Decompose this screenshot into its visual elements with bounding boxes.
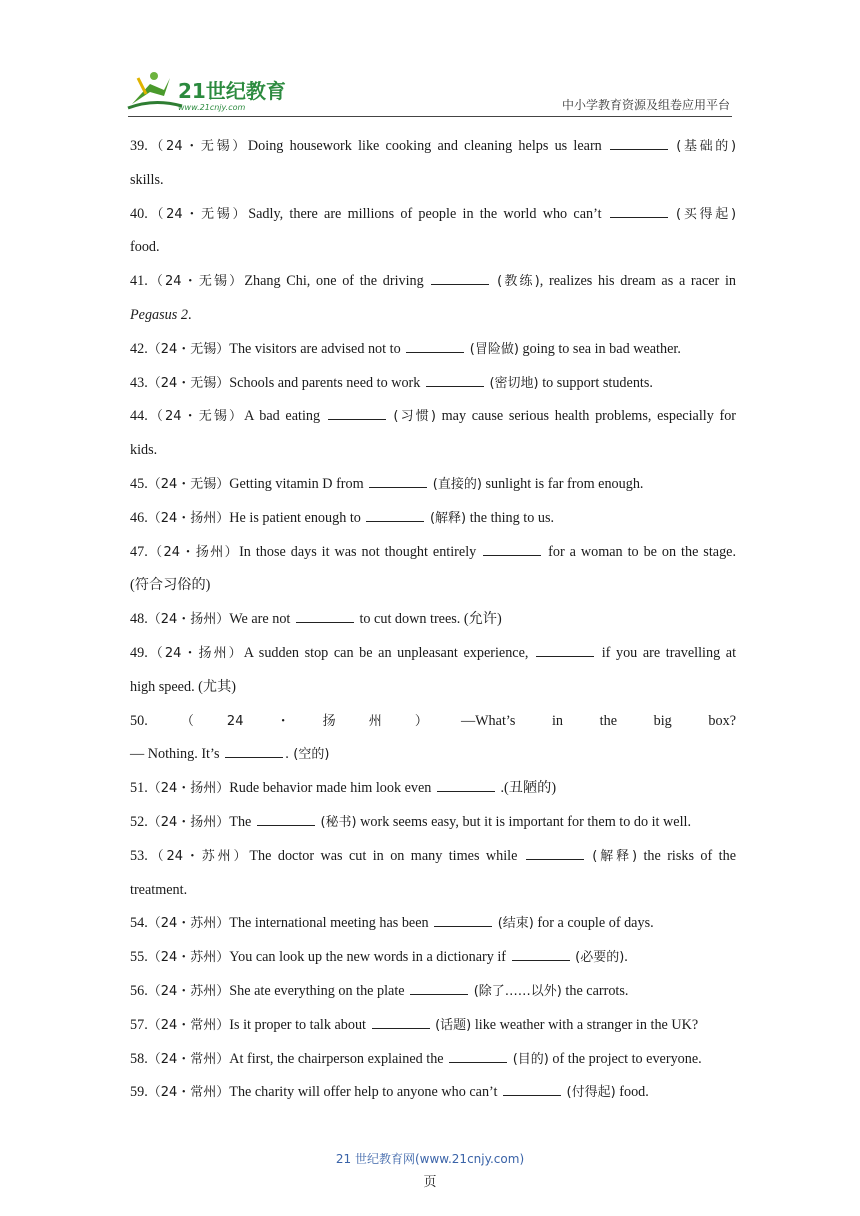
question-text-after: , realizes his dream as a racer in — [539, 273, 737, 290]
question-text: treatment. — [130, 881, 188, 898]
question-continuation — [130, 671, 736, 705]
logo-url: www.21cnjy.com — [178, 103, 246, 112]
question-line — [130, 367, 736, 401]
question-line — [130, 1009, 736, 1043]
question-continuation — [130, 164, 736, 198]
question-text-after: for a woman to be on the stage. — [548, 543, 737, 560]
question-line — [130, 468, 736, 502]
question-text-after: if you are travelling at — [601, 644, 737, 661]
word-hint: (结束) — [497, 916, 534, 932]
question-source: （24・无锡） — [147, 375, 230, 391]
question-number: 52. — [130, 813, 148, 830]
answer-blank[interactable] — [296, 610, 354, 623]
question-source: （24・无锡） — [147, 341, 230, 357]
question-text-after: food. — [619, 1084, 649, 1101]
page-footer — [0, 1150, 860, 1190]
question-source: （24・无锡） — [147, 476, 230, 492]
question-number: 50. — [130, 712, 148, 729]
question-line — [130, 198, 736, 232]
question-text: Sadly, there are millions of people in the world who can’t — [248, 205, 602, 222]
question-continuation — [130, 569, 736, 603]
question-source: （24・无锡） — [147, 409, 245, 425]
movie-title: Pegasus 2 — [130, 306, 188, 323]
question-text: (符合习俗的) — [130, 577, 211, 594]
question-number: 39. — [130, 138, 148, 154]
question-source: （24・苏州） — [147, 916, 230, 932]
question-text: Schools and parents need to work — [229, 374, 421, 391]
question-line — [130, 840, 736, 874]
question-text: high speed. (尤其) — [130, 678, 236, 695]
answer-blank[interactable] — [406, 340, 464, 353]
question-continuation — [130, 299, 736, 333]
question-source: （24・扬州） — [147, 510, 230, 526]
word-hint: (秘书) — [320, 814, 357, 830]
question-continuation — [130, 434, 736, 468]
question-number: 47. — [130, 543, 148, 560]
question-text: Getting vitamin D from — [229, 475, 364, 492]
question-line — [130, 705, 736, 739]
answer-blank[interactable] — [434, 914, 492, 927]
answer-blank[interactable] — [610, 137, 668, 150]
question-number: 58. — [130, 1050, 148, 1067]
question-number: 45. — [130, 475, 148, 492]
question-text-after: like weather with a stranger in the UK? — [474, 1016, 699, 1033]
question-source: （24・常州） — [147, 1085, 230, 1101]
word-hint: (话题) — [435, 1017, 472, 1033]
answer-blank[interactable] — [372, 1016, 430, 1029]
question-text: You can look up the new words in a dictionary if — [229, 949, 507, 966]
question-continuation — [130, 874, 736, 908]
question-source: （24・无锡） — [147, 139, 248, 154]
answer-blank[interactable] — [536, 644, 594, 657]
question-number: 44. — [130, 408, 148, 425]
answer-blank[interactable] — [410, 982, 468, 995]
question-number: 53. — [130, 847, 148, 864]
question-number: 40. — [130, 205, 148, 222]
question-text: The international meeting has been — [229, 915, 429, 932]
question-number: 59. — [130, 1084, 148, 1101]
question-line — [130, 502, 736, 536]
question-line — [130, 603, 736, 637]
question-text: At first, the chairperson explained the — [229, 1050, 444, 1067]
question-text: . — [187, 306, 192, 323]
question-line — [130, 400, 736, 434]
question-line — [130, 907, 736, 941]
question-number: 49. — [130, 644, 148, 661]
question-line — [130, 130, 736, 164]
header-rule — [128, 116, 732, 117]
answer-blank[interactable] — [437, 779, 495, 792]
question-line — [130, 975, 736, 1009]
question-source: （24・苏州） — [147, 950, 230, 966]
answer-blank[interactable] — [526, 847, 584, 860]
question-number: 48. — [130, 611, 148, 628]
answer-blank[interactable] — [426, 374, 484, 387]
question-number: 51. — [130, 780, 148, 797]
question-text: Is it proper to talk about — [229, 1016, 367, 1033]
question-text-after: for a couple of days. — [537, 915, 654, 932]
question-text: The charity will offer help to anyone who can’t — [229, 1084, 498, 1101]
question-text: Doing housework like cooking and cleaning helps us learn — [247, 138, 602, 154]
question-number: 42. — [130, 340, 148, 357]
answer-blank[interactable] — [431, 272, 489, 285]
question-text-after: work seems easy, but it is important for them to do it well. — [360, 813, 691, 830]
question-line — [130, 637, 736, 671]
word-hint: (解释) — [429, 510, 467, 526]
question-source: （24・苏州） — [147, 848, 250, 864]
answer-blank[interactable] — [366, 509, 424, 522]
answer-blank[interactable] — [503, 1083, 561, 1096]
question-number: 46. — [130, 509, 148, 526]
answer-blank[interactable] — [610, 205, 668, 218]
word-hint: (密切地) — [489, 375, 539, 391]
question-text-after: of the project to everyone. — [552, 1050, 702, 1067]
word-hint: (直接的) — [432, 476, 482, 492]
question-source: （24・扬州） — [147, 612, 230, 628]
answer-blank[interactable] — [225, 745, 283, 758]
question-text-after: the carrots. — [565, 982, 629, 999]
question-source: （24・扬州） — [147, 814, 230, 830]
answer-blank[interactable] — [512, 948, 570, 961]
question-text: Rude behavior made him look even — [229, 780, 432, 797]
question-line — [130, 265, 736, 299]
answer-blank[interactable] — [449, 1050, 507, 1063]
question-line — [130, 772, 736, 806]
question-text: skills. — [130, 171, 164, 188]
question-list — [130, 130, 736, 1110]
word-hint: (目的) — [512, 1051, 549, 1067]
word-hint: (付得起) — [566, 1085, 616, 1101]
word-hint: (冒险做) — [469, 341, 519, 357]
question-text: In those days it was not thought entirely — [239, 543, 477, 560]
question-source: （24・扬州） — [147, 645, 244, 661]
question-text-after: the thing to us. — [469, 509, 555, 526]
21cnjy-logo — [124, 68, 294, 114]
answer-blank[interactable] — [369, 475, 427, 488]
footer-page: 页 — [423, 1175, 437, 1190]
question-source: （24・扬州） — [147, 544, 240, 560]
question-number: 43. — [130, 374, 148, 391]
question-line — [130, 333, 736, 367]
question-continuation — [130, 231, 736, 265]
question-text-after: the risks of the — [643, 847, 736, 864]
question-text: A bad eating — [244, 408, 321, 425]
answer-blank[interactable] — [483, 543, 541, 556]
question-text: A sudden stop can be an unpleasant experience, — [243, 644, 529, 661]
question-text: The — [229, 813, 252, 830]
platform-name: 中小学教育资源及组卷应用平台 — [561, 98, 730, 112]
question-text-after: to support students. — [542, 374, 653, 391]
answer-blank[interactable] — [257, 813, 315, 826]
logo-text: 21世纪教育 — [178, 79, 286, 103]
question-source: （24・扬州） — [147, 713, 461, 729]
page-header — [0, 0, 860, 120]
question-text-after: . — [624, 949, 628, 966]
question-source: （24・常州） — [147, 1051, 230, 1067]
question-line — [130, 806, 736, 840]
question-text: The doctor was cut in on many times while — [249, 847, 518, 864]
question-text-after: to cut down trees. (允许) — [359, 611, 502, 628]
question-text-after: going to sea in bad weather. — [522, 340, 681, 357]
question-line — [130, 941, 736, 975]
question-source: （24・扬州） — [147, 781, 230, 797]
question-text: The visitors are advised not to — [229, 340, 401, 357]
question-number: 56. — [130, 982, 148, 999]
question-text-after: may cause serious health problems, especially for — [441, 408, 737, 425]
question-number: 54. — [130, 915, 148, 932]
question-number: 55. — [130, 949, 148, 966]
question-source: （24・无锡） — [147, 206, 249, 222]
question-text: kids. — [130, 442, 158, 459]
question-text: food. — [130, 239, 160, 256]
word-hint: (买得起) — [676, 206, 737, 222]
question-text: We are not — [229, 611, 291, 628]
question-continuation — [130, 738, 736, 772]
answer-blank[interactable] — [328, 407, 386, 420]
question-source: （24・常州） — [147, 1017, 230, 1033]
question-text: — Nothing. It’s — [130, 746, 220, 763]
question-number: 57. — [130, 1016, 148, 1033]
question-line — [130, 1076, 736, 1110]
question-text-after: .(丑陋的) — [500, 780, 557, 797]
word-hint: (习惯) — [393, 409, 436, 425]
footer-site[interactable]: 21 世纪教育网(www.21cnjy.com) — [335, 1152, 525, 1166]
question-text: He is patient enough to — [229, 509, 361, 526]
word-hint: . (空的) — [285, 747, 330, 763]
question-text: Zhang Chi, one of the driving — [244, 273, 424, 290]
question-text: —What’s in the big box? — [460, 712, 736, 729]
question-source: （24・无锡） — [147, 274, 245, 290]
question-source: （24・苏州） — [147, 983, 230, 999]
question-text-after: sunlight is far from enough. — [485, 475, 644, 492]
word-hint: (必要的) — [575, 950, 625, 966]
question-number: 41. — [130, 273, 148, 290]
word-hint: (基础的) — [676, 139, 737, 154]
question-line — [130, 536, 736, 570]
word-hint: (教练) — [497, 274, 540, 290]
word-hint: (除了……以外) — [473, 983, 562, 999]
word-hint: (解释) — [592, 848, 638, 864]
question-line — [130, 1043, 736, 1077]
question-text: She ate everything on the plate — [229, 982, 405, 999]
